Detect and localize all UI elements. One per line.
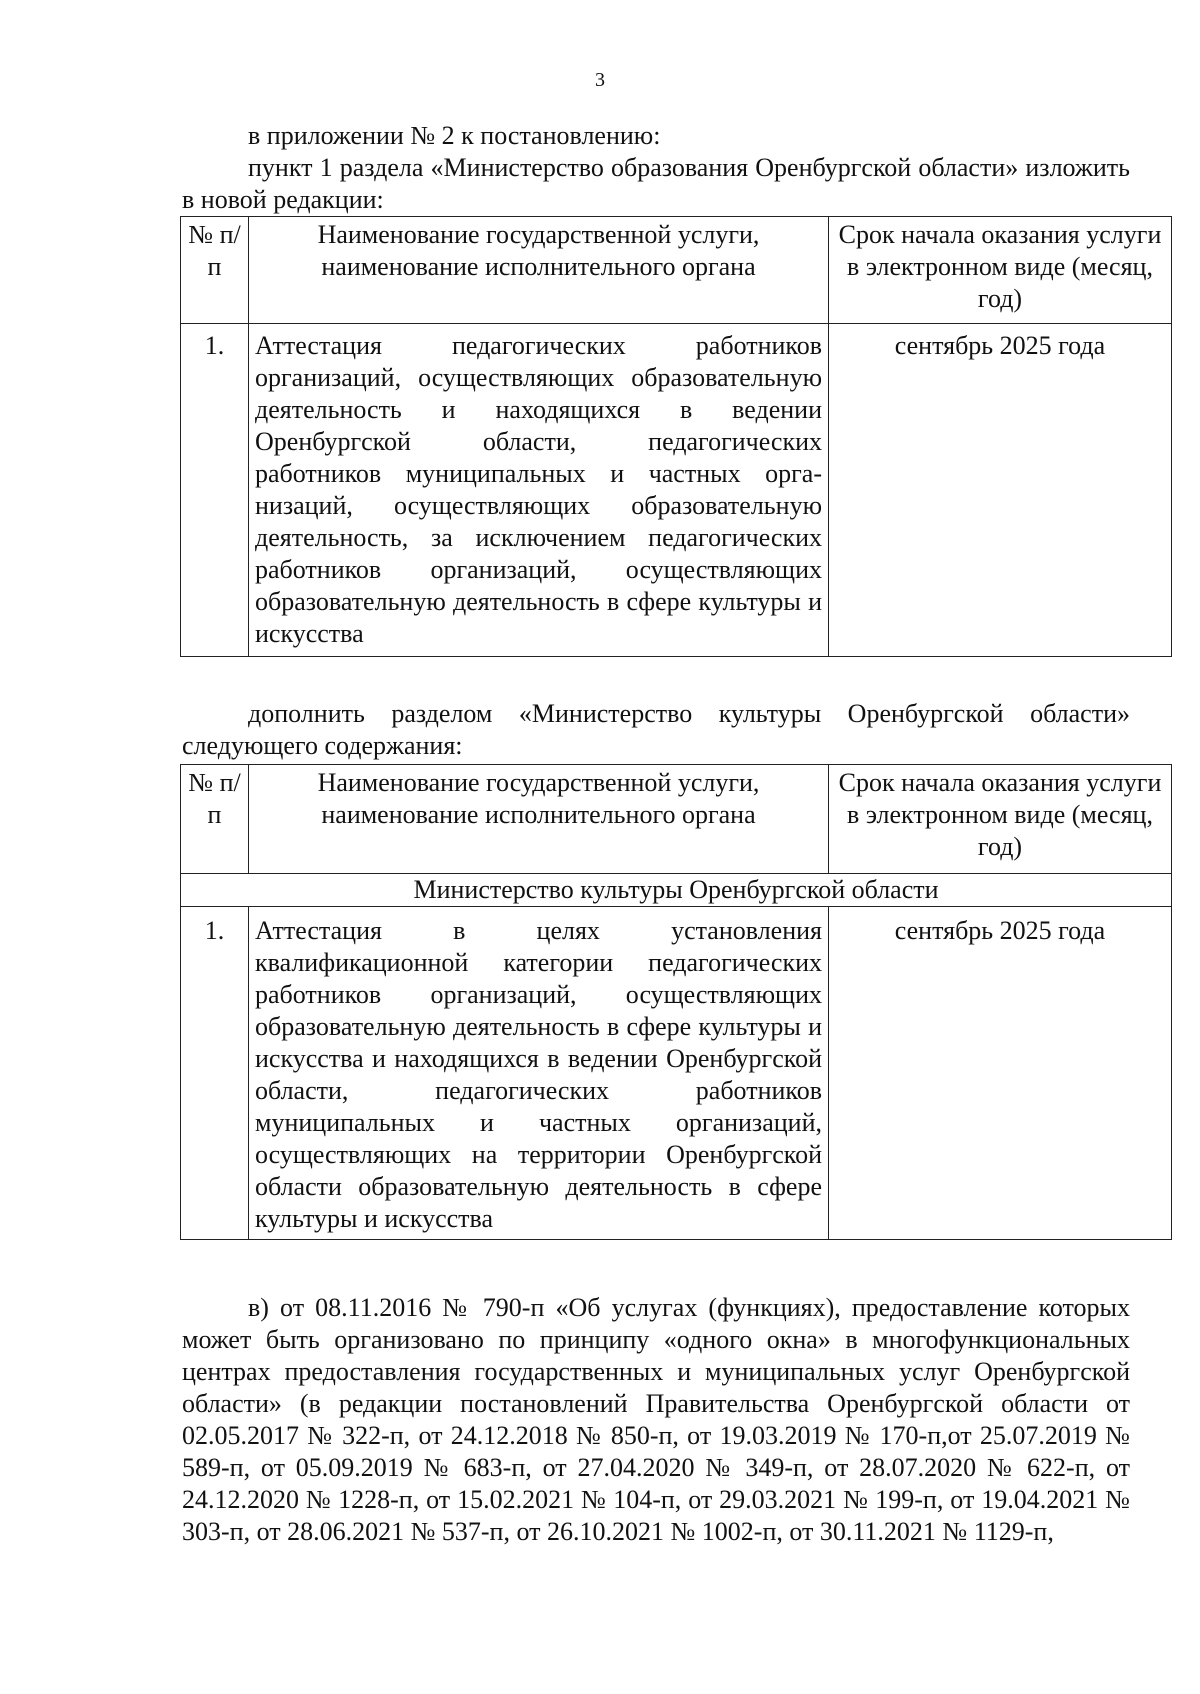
middle-block — [182, 698, 1130, 762]
header-date: Срок начала оказания услуги в электронном виде (месяц, год) — [829, 217, 1172, 324]
table-row — [181, 324, 1172, 657]
services-table-culture — [180, 764, 1172, 1240]
closing-text: в) от 08.11.2016 № 790-п «Об услугах (функциях), предоставление которых может быть организовано по принципу «одного окна» в многофункциональных центрах предоставления государственных и муниципальных услуг Оренбургской области» (в редакции постановлений Правительства Оренбургской области от 02.05.2017 № 322-п, от 24.12.2018 № 850-п, от 19.03.2019 № 170-п,от 25.07.2019 № 589-п, от 05.09.2019 № 683-п, от 27.04.2020 № 349-п, от 28.07.2020 № 622-п, от 24.12.2020 № 1228-п, от 15.02.2021 № 104-п, от 29.03.2021 № 199-п, от 19.04.2021 № 303-п, от 28.06.2021 № 537-п, от 26.10.2021 № 1002-п, от 30.11.2021 № 1129-п, — [182, 1293, 1130, 1546]
header-num: № п/п — [181, 765, 249, 874]
row-num: 1. — [181, 907, 249, 1240]
header-num: № п/п — [181, 217, 249, 324]
row-start-date: сентябрь 2025 года — [829, 907, 1172, 1240]
row-service-name: Аттестация в целях установления квалификационной категории педагогических работников организаций, осуществляющих образовательную деятельность в сфере культуры и искусства и находящихся в ведении Оренбургской области, педагогических работников муниципальных и частных организаций, осуществляющих на территории Оренбургской области образовательную деятельность в сфере культуры и искусства — [249, 907, 829, 1240]
section-title: Министерство культуры Оренбургской области — [181, 874, 1172, 907]
table-row — [181, 907, 1172, 1240]
header-name: Наименование государственной услуги, наименование исполнительного органа — [249, 217, 829, 324]
row-start-date: сентябрь 2025 года — [829, 324, 1172, 657]
header-name: Наименование государственной услуги, наименование исполнительного органа — [249, 765, 829, 874]
intro-line-1: в приложении № 2 к постановлению: — [248, 121, 661, 150]
table-header-row — [181, 765, 1172, 874]
intro-block — [182, 120, 1130, 216]
table-header-row — [181, 217, 1172, 324]
header-date: Срок начала оказания услуги в электронном виде (месяц, год) — [829, 765, 1172, 874]
intro-line-2: пункт 1 раздела «Министерство образования Оренбургской области» изложить в новой редакции: — [182, 153, 1130, 214]
row-service-name: Аттестация педагогических работников организаций, осуществляющих образовательную деятельность и находящихся в ведении Оренбургской области, педагогических работников муниципальных и частных организаций, осуществляющих образовательную деятельность, за исключением педагогических работников организаций, осуществляющих образовательную деятельность в сфере культуры и искусства — [249, 324, 829, 657]
section-title-row — [181, 874, 1172, 907]
closing-block — [182, 1292, 1130, 1548]
middle-text: дополнить разделом «Министерство культуры Оренбургской области» следующего содержания: — [182, 699, 1130, 760]
services-table-education — [180, 216, 1172, 657]
row-num: 1. — [181, 324, 249, 657]
page-number: 3 — [595, 69, 605, 91]
